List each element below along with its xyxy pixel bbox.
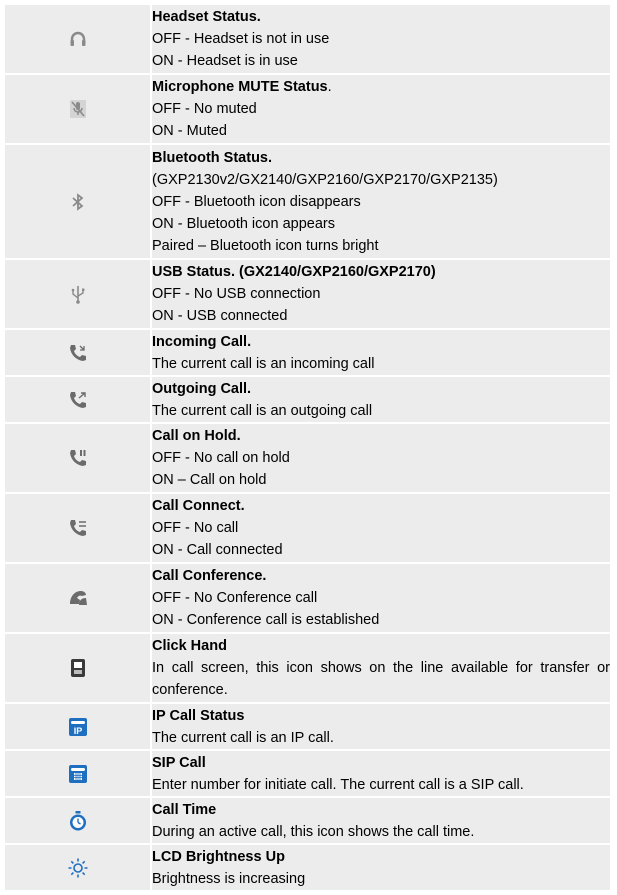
description-cell — [151, 633, 611, 703]
row-line: ON - Muted — [152, 123, 227, 139]
icon-cell — [4, 423, 151, 493]
table-row — [4, 4, 611, 74]
svg-text:IP: IP — [73, 725, 82, 736]
row-line: OFF - No call — [152, 520, 239, 536]
icon-cell — [4, 493, 151, 563]
table-row — [4, 703, 611, 750]
incoming-call-icon — [67, 342, 89, 364]
row-title: Outgoing Call. — [152, 380, 252, 397]
outgoing-call-icon — [67, 389, 89, 411]
row-line: ON - Bluetooth icon appears — [152, 215, 335, 232]
icon-cell — [4, 329, 151, 376]
icon-description-table — [3, 3, 612, 892]
row-line: The current call is an incoming call — [152, 355, 375, 372]
table-row — [4, 259, 611, 329]
row-line: OFF - No Conference call — [152, 590, 318, 606]
table-row — [4, 144, 611, 259]
row-title: USB Status. (GX2140/GXP2160/GXP2170) — [152, 264, 436, 280]
icon-cell — [4, 563, 151, 633]
row-line: The current call is an outgoing call — [152, 402, 373, 419]
icon-cell — [4, 633, 151, 703]
description-cell — [151, 329, 611, 376]
row-title-text: Microphone MUTE Status — [152, 79, 328, 95]
row-line: OFF - Bluetooth icon disappears — [152, 193, 361, 210]
table-row — [4, 844, 611, 891]
description-cell — [151, 797, 611, 844]
row-title: Call on Hold. — [152, 428, 241, 444]
table-row — [4, 376, 611, 423]
icon-cell — [4, 750, 151, 797]
description-cell — [151, 493, 611, 563]
row-title: Incoming Call. — [152, 333, 252, 350]
row-title: Click Hand — [152, 638, 227, 654]
headset-icon — [67, 28, 89, 50]
click-hand-icon — [67, 657, 89, 679]
row-line: OFF - No muted — [152, 101, 257, 117]
row-line: In call screen, this icon shows on the line available for transfer or conference. — [152, 660, 610, 698]
microphone-mute-icon — [67, 98, 89, 120]
icon-cell — [4, 144, 151, 259]
row-line: The current call is an IP call. — [152, 729, 334, 746]
row-line: During an active call, this icon shows the call time. — [152, 823, 475, 840]
row-title: Headset Status. — [152, 9, 261, 25]
description-cell — [151, 4, 611, 74]
description-cell — [151, 750, 611, 797]
row-title: Call Conference. — [152, 568, 267, 584]
row-title: IP Call Status — [152, 707, 245, 724]
description-cell — [151, 376, 611, 423]
row-line: ON - Headset is in use — [152, 53, 298, 69]
table-row — [4, 74, 611, 144]
icon-cell — [4, 4, 151, 74]
icon-cell — [4, 259, 151, 329]
row-title-suffix: . — [327, 79, 332, 95]
description-cell — [151, 844, 611, 891]
icon-cell — [4, 703, 151, 750]
call-hold-icon — [67, 447, 89, 469]
table-row — [4, 633, 611, 703]
description-cell — [151, 74, 611, 144]
row-title — [152, 76, 610, 98]
table-row — [4, 493, 611, 563]
description-cell — [151, 144, 611, 259]
icon-cell — [4, 376, 151, 423]
description-cell — [151, 703, 611, 750]
bluetooth-icon — [67, 191, 89, 213]
icon-cell — [4, 797, 151, 844]
row-line: Brightness is increasing — [152, 870, 306, 887]
icon-cell — [4, 74, 151, 144]
row-line: ON - Call connected — [152, 542, 283, 558]
table-row — [4, 423, 611, 493]
row-line: OFF - No USB connection — [152, 286, 321, 302]
row-line: Paired – Bluetooth icon turns bright — [152, 237, 379, 254]
row-line: Enter number for initiate call. The current call is a SIP call. — [152, 776, 524, 793]
row-line: (GXP2130v2/GX2140/GXP2160/GXP2170/GXP2135) — [152, 171, 498, 188]
table-row — [4, 563, 611, 633]
row-line: OFF - No call on hold — [152, 450, 290, 466]
call-connect-icon — [67, 517, 89, 539]
row-title: SIP Call — [152, 754, 206, 771]
call-time-icon — [67, 810, 89, 832]
table-row — [4, 329, 611, 376]
description-cell — [151, 423, 611, 493]
row-title: Call Connect. — [152, 498, 245, 514]
row-title: Call Time — [152, 801, 217, 818]
row-title: LCD Brightness Up — [152, 848, 285, 865]
lcd-brightness-up-icon — [67, 857, 89, 879]
row-title: Bluetooth Status. — [152, 149, 273, 166]
row-line: ON - USB connected — [152, 308, 288, 324]
icon-cell — [4, 844, 151, 891]
table-row — [4, 750, 611, 797]
row-line: OFF - Headset is not in use — [152, 31, 330, 47]
call-conference-icon — [67, 587, 89, 609]
description-cell — [151, 259, 611, 329]
ip-call-icon — [67, 716, 89, 738]
sip-call-icon — [67, 763, 89, 785]
row-line: ON – Call on hold — [152, 472, 267, 488]
table-row — [4, 797, 611, 844]
row-line: ON - Conference call is established — [152, 612, 380, 628]
description-cell — [151, 563, 611, 633]
usb-icon — [67, 283, 89, 305]
